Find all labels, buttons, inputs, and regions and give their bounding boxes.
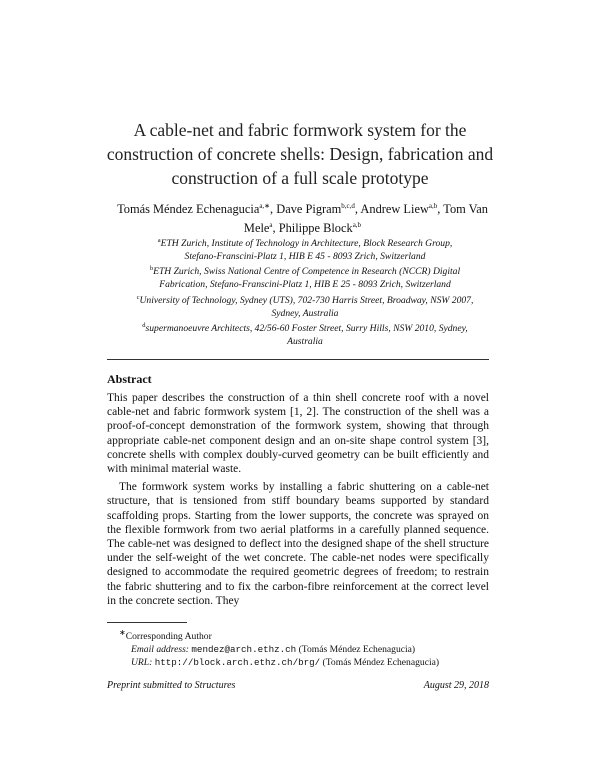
footnote-mark: ∗ xyxy=(119,628,126,637)
email-label: Email address: xyxy=(131,644,190,656)
corresponding-note xyxy=(107,626,489,643)
affiliation xyxy=(120,292,490,320)
author-name: Andrew Liew xyxy=(360,202,429,217)
author-separator: , xyxy=(354,202,361,217)
affil-mark: c xyxy=(136,293,140,301)
affil-line: Fabrication, Stefano-Franscini-Platz 1, HIB E 25 - 8093 Zrich, Switzerland xyxy=(159,279,451,291)
url-label: URL: xyxy=(131,657,153,669)
url-link[interactable]: http://block.arch.ethz.ch/brg/ xyxy=(154,657,321,669)
footnotes xyxy=(107,626,489,669)
affil-mark: b xyxy=(149,265,154,273)
title-line: construction of concrete shells: Design, fabrication and xyxy=(106,144,494,164)
affil-line: University of Technology, Sydney (UTS), 702-730 Harris Street, Broadway, NSW 2007, xyxy=(139,294,474,306)
footnote-divider xyxy=(107,622,187,623)
affil-line: Stefano-Franscini-Platz 1, HIB E 45 - 8093 Zrich, Switzerland xyxy=(184,250,426,262)
affil-line: ETH Zurich, Institute of Technology in Architecture, Block Research Group, xyxy=(160,238,453,250)
affil-line: Sydney, Australia xyxy=(271,307,339,319)
corresponding-text: Corresponding Author xyxy=(125,631,212,643)
author-affil-mark: a xyxy=(269,221,273,230)
footer-journal: Preprint submitted to Structures xyxy=(107,680,236,691)
affil-mark: d xyxy=(142,322,146,330)
author-list xyxy=(110,198,495,236)
author-separator: , xyxy=(272,221,279,236)
affiliation-list xyxy=(120,235,490,349)
affil-line: Australia xyxy=(287,335,323,347)
author-affil-mark: a,∗ xyxy=(259,202,271,210)
divider xyxy=(107,359,489,360)
affiliation xyxy=(120,263,490,291)
abstract-heading: Abstract xyxy=(107,372,152,386)
affil-line: ETH Zurich, Swiss National Centre of Competence in Research (NCCR) Digital xyxy=(153,266,461,278)
author-name: Tomás Méndez Echenagucia xyxy=(117,202,260,217)
abstract-paragraph: This paper describes the construction of a thin shell concrete roof with a novel cable-net and fabric formwork system [1, 2]. The construction of the shell was a proof-of-concept demonstration of the formwork system, showing that through appropriate cable-net component design and an on-site shape control system [3], concrete shells with complex doubly-curved geometry can be built efficiently and with minimal material waste. xyxy=(107,392,489,476)
affiliation xyxy=(120,320,490,348)
email-link[interactable]: mendez@arch.ethz.ch xyxy=(191,644,297,656)
url-note xyxy=(107,656,489,669)
author-separator: , xyxy=(437,202,444,217)
author-name: Philippe Block xyxy=(278,221,353,236)
title-line: construction of a full scale prototype xyxy=(171,168,429,188)
author-affil-mark: a,b xyxy=(352,221,362,230)
author-separator: , xyxy=(270,202,277,217)
abstract-body xyxy=(107,391,489,612)
email-owner: (Tomás Méndez Echenagucia) xyxy=(298,644,416,656)
paper-title xyxy=(100,118,500,190)
title-line: A cable-net and fabric formwork system for the xyxy=(133,120,467,140)
abstract-paragraph: The formwork system works by installing a fabric shuttering on a cable-net structure, that is tensioned from stiff boundary beams supported by standard scaffolding props. Starting from the lower supports, the concrete was sprayed on the flexible formwork from two aerial platforms in a carefully planned sequence. The cable-net was designed to deflect into the designed shape of the shell structure under the self-weight of the wet concrete. The cable-net nodes were specifically designed to accommodate the required geometric degrees of freedom; to restrain the fabric shuttering and to fix the carbon-fibre reinforcement at the correct level in the concrete section. They xyxy=(107,481,489,607)
email-note xyxy=(107,643,489,656)
author-name: Tom Van Mele xyxy=(243,202,488,236)
affil-line: supermanoeuvre Architects, 42/56-60 Foster Street, Surry Hills, NSW 2010, Sydney, xyxy=(145,323,468,335)
author-affil-mark: b,c,d xyxy=(341,202,355,210)
affiliation xyxy=(120,235,490,263)
affil-mark: a xyxy=(157,237,161,244)
author-affil-mark: a,b xyxy=(428,202,438,210)
footer-date: August 29, 2018 xyxy=(423,680,489,691)
author-name: Dave Pigram xyxy=(276,202,342,217)
url-owner: (Tomás Méndez Echenagucia) xyxy=(322,657,440,669)
